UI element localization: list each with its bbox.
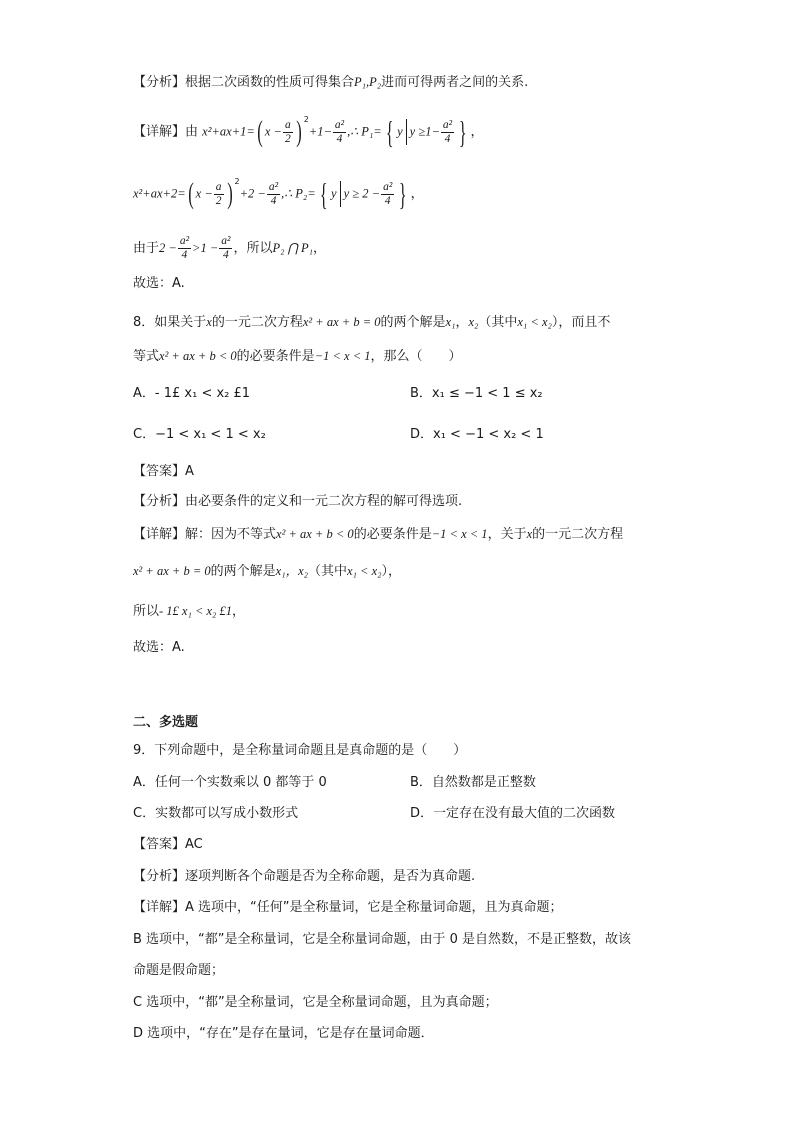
line1-frac3-den: 4	[444, 132, 451, 145]
option-label: C．	[133, 427, 156, 442]
q8-var-x: x	[206, 315, 212, 329]
analysis-tag: 【分析】	[133, 494, 186, 509]
analysis-tag: 【分析】	[133, 869, 186, 884]
analysis-tail: 进而可得两者之间的关系.	[381, 75, 529, 90]
answer-tag: 【答案】	[133, 837, 186, 852]
line1-therefore: ,∴ P₁=	[347, 124, 382, 139]
q7-analysis-line	[133, 72, 528, 93]
analysis-text: 逐项判断各个命题是否为全称命题，是否为真命题.	[185, 869, 476, 884]
line1-x: x −	[264, 124, 282, 139]
line1-left: x²+ax+1=	[202, 124, 255, 139]
detail-condition: x₁ < x₂	[346, 564, 382, 578]
q8-stem-line-2	[133, 346, 462, 367]
line2-frac1-num: a	[215, 180, 222, 193]
detail-text: 的必要条件是	[353, 527, 432, 542]
line1-frac1-num: a	[284, 118, 291, 131]
q9-option-d: D．一定存在没有最大值的二次函数	[410, 806, 616, 821]
line1-frac3-num: a²	[442, 118, 453, 131]
line2-x: x −	[195, 186, 213, 201]
option-text: x₁ < −1 < x₂ < 1	[433, 427, 544, 442]
q7-detail-line-1: 【详解】由 x²+ax+1=( x − $\frac{a}{2}$ ) $^2$+1− $\frac{\text{a²}}{4}$ ,∴ P₁= { y y ≥1− $\frac{\text{a²}}{4}$ } ，	[133, 114, 484, 150]
q8-stem-text: ，	[455, 315, 469, 330]
line2-set-cond: y ≥ 2 −	[343, 186, 381, 201]
line2-mid: +2 −	[239, 186, 266, 201]
q8-option-c	[133, 425, 266, 445]
detail-text: A 选项中，“任何”是全称量词，它是全称量词命题，且为真命题；	[185, 900, 563, 915]
line2-frac3-num: a²	[383, 180, 393, 193]
since-frac2-num: a²	[221, 235, 231, 247]
since-left: 2 −	[159, 241, 177, 255]
line1-frac2-num: a²	[334, 118, 345, 131]
q8-option-a	[133, 384, 250, 404]
detail-text: 的两个解是	[210, 564, 276, 579]
answer-tag: 【答案】	[133, 464, 186, 479]
line1-set-y: y	[397, 124, 403, 139]
q9-stem: 9．下列命题中，是全称量词命题且是真命题的是（ ）	[133, 743, 467, 758]
detail-roots: x₁，x₂	[275, 564, 308, 578]
q7-since-line	[133, 235, 326, 262]
detail-text: ，关于	[487, 527, 527, 542]
q9-detail-b1: B 选项中，“都”是全称量词，它是全称量词命题，由于 0 是自然数，不是正整数，故该	[133, 932, 632, 947]
option-label: B．	[410, 386, 432, 401]
detail-tag: 【详解】	[133, 124, 186, 140]
since-end: ，	[312, 241, 326, 256]
detail-relation: - 1£ x₁ < x₂ £1	[159, 604, 233, 618]
section-title: 二、多选题	[133, 715, 199, 730]
q8-choose: 故选：A.	[133, 640, 185, 655]
option-label: D．	[410, 427, 434, 442]
line2-frac3-den: 4	[384, 194, 391, 207]
detail-you: 由	[185, 124, 199, 140]
q9-detail-b2: 命题是假命题；	[133, 963, 225, 978]
detail-text: ，	[232, 604, 246, 619]
line2-therefore: ,∴ P₂=	[281, 186, 316, 201]
since-frac1-num: a²	[179, 235, 190, 247]
q8-detail-line-2	[133, 561, 401, 582]
detail-tag: 【详解】	[133, 900, 186, 915]
q8-var-x2: x₂	[468, 315, 479, 329]
q8-detail-line-1	[133, 524, 623, 545]
q9-detail-a	[133, 898, 563, 918]
q8-stem-text: 的一元二次方程	[211, 315, 303, 330]
detail-condition: −1 < x < 1	[431, 527, 488, 541]
line1-set-cond: y ≥1−	[409, 124, 440, 139]
option-label: A．	[133, 386, 155, 401]
line1-frac2-den: 4	[336, 132, 343, 145]
option-text: - 1£ x₁ < x₂ £1	[154, 386, 251, 401]
since-rel: P₂ ⋂ P₁	[272, 241, 313, 255]
q8-necessary-condition: −1 < x < 1	[314, 349, 371, 363]
q8-option-d	[410, 425, 544, 445]
q8-answer	[133, 462, 194, 482]
option-text: −1 < x₁ < 1 < x₂	[155, 427, 266, 442]
detail-tag: 【详解】	[133, 527, 186, 542]
since-mid: >1 −	[192, 241, 219, 255]
since-text: 由于	[133, 241, 160, 256]
q8-var-x1: x₁	[445, 315, 456, 329]
line1-mid: +1−	[308, 124, 332, 139]
line1-frac1-den: 2	[284, 132, 291, 145]
q7-choose: 故选：A.	[133, 276, 185, 291]
q8-stem-text: （其中	[478, 315, 518, 330]
line2-frac2-num: a²	[268, 180, 279, 193]
q8-stem-text: ），而且不	[551, 315, 611, 330]
line2-set-y: y	[331, 186, 337, 201]
q9-detail-d: D 选项中，“存在”是存在量词，它是存在量词命题．	[133, 1026, 434, 1041]
detail-text: ），	[381, 564, 401, 579]
q9-option-c: C．实数都可以写成小数形式	[133, 806, 299, 821]
q8-stem-text: 等式	[133, 349, 160, 364]
q9-option-b: B．自然数都是正整数	[410, 775, 536, 790]
q9-option-a: A．任何一个实数乘以 0 都等于 0	[133, 775, 327, 790]
analysis-text: 由必要条件的定义和一元二次方程的解可得选项.	[185, 494, 463, 509]
line2-left: x²+ax+2=	[133, 186, 186, 201]
q8-inequality: x² + ax + b < 0	[159, 349, 237, 363]
detail-equation: x² + ax + b = 0	[133, 564, 211, 578]
analysis-sets: P₁,P₂	[354, 75, 382, 89]
q8-stem-text: 的必要条件是	[236, 349, 315, 364]
detail-text: 解：因为不等式	[185, 527, 277, 542]
q8-stem-text: ，那么（ ）	[370, 349, 462, 364]
line2-frac2-den: 4	[270, 194, 277, 207]
analysis-text: 根据二次函数的性质可得集合	[185, 75, 355, 90]
q8-analysis	[133, 492, 462, 512]
q8-option-b	[410, 384, 543, 404]
q8-condition: x₁ < x₂	[517, 315, 552, 329]
detail-text: 的一元二次方程	[532, 527, 624, 542]
q9-answer	[133, 835, 203, 855]
q8-stem-line-1	[133, 312, 610, 333]
q9-detail-c: C 选项中，“都”是全称量词，它是全称量词命题，且为真命题；	[133, 995, 498, 1010]
line2-end: ，	[410, 186, 424, 202]
detail-text: （其中	[307, 564, 347, 579]
q8-stem-text: 8．如果关于	[133, 315, 207, 330]
analysis-tag: 【分析】	[133, 75, 186, 90]
since-frac2-den: 4	[223, 249, 229, 261]
detail-var-x: x	[526, 527, 533, 541]
answer-value: A	[185, 464, 194, 479]
q8-equation: x² + ax + b = 0	[302, 315, 381, 329]
q9-analysis	[133, 867, 475, 887]
option-text: x₁ ≤ −1 < 1 ≤ x₂	[431, 386, 543, 401]
answer-value: AC	[185, 837, 203, 852]
detail-text: 所以	[133, 604, 160, 619]
since-so: ，所以	[233, 241, 273, 256]
q8-detail-line-3	[133, 601, 245, 622]
line2-frac1-den: 2	[215, 194, 222, 207]
detail-inequality: x² + ax + b < 0	[276, 527, 354, 541]
since-frac1-den: 4	[181, 249, 188, 261]
q7-detail-line-2: x²+ax+2=( x − $\frac{a}{2}$ ) $^2$+2 − $\frac{\text{a²}}{4}$ ,∴ P₂= { y y ≥ 2 − $\frac{\text{a²}}{4}$ } ，	[133, 176, 424, 212]
line1-end: ，	[470, 124, 484, 140]
q8-stem-text: 的两个解是	[380, 315, 446, 330]
